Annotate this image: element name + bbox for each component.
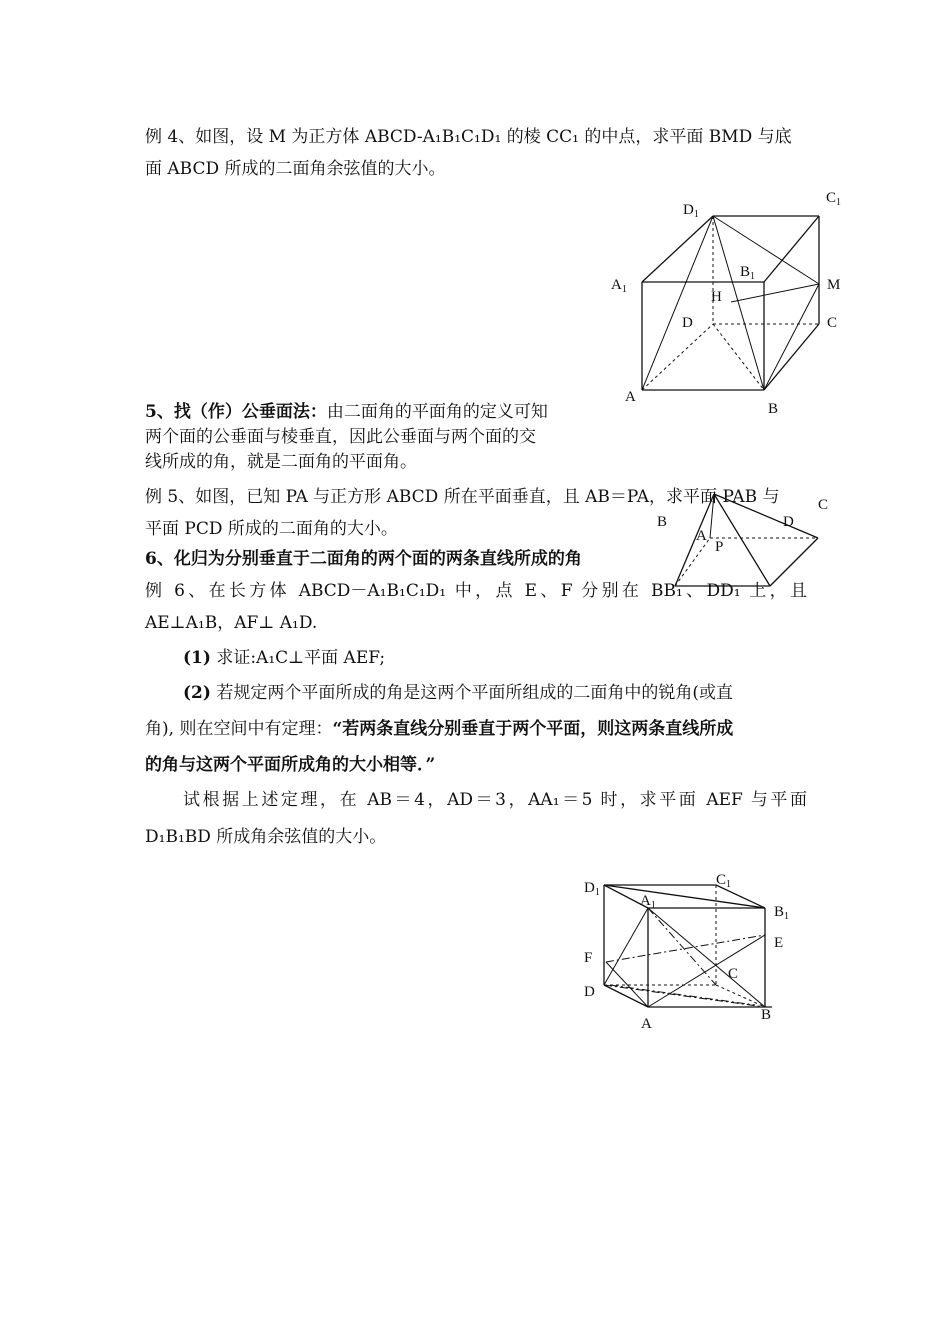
aux-line-3: [610, 985, 755, 1005]
figure3-cuboid: [584, 872, 789, 1032]
diag-a-d1: [642, 216, 713, 390]
figure2-pyramid: [657, 494, 828, 586]
part2-number: (2): [183, 683, 211, 703]
example6-part3-line2: D₁B₁BD 所成角余弦值的大小。: [145, 827, 387, 847]
example6-line1: 例 6、在长方体 ABCD－A₁B₁C₁D₁ 中，点 E、F 分别在 BB₁、DD₁ 上，且: [145, 581, 807, 601]
diag-a1-b-3: [648, 908, 765, 1007]
label-c: C: [827, 315, 838, 331]
label-b: B: [768, 401, 779, 417]
label-d-fig2: D: [783, 514, 794, 530]
edge-c-b-3: [716, 985, 765, 1007]
example5-line1: 例 5、如图，已知 PA 与正方形 ABCD 所在平面垂直，且 AB＝PA，求平面 PAB 与: [145, 487, 780, 507]
label-f-fig3: F: [584, 950, 593, 966]
label-p-fig2: P: [715, 539, 724, 555]
part1-text: 求证:A₁C⊥平面 AEF;: [210, 648, 386, 668]
label-a1: $A_1$: [611, 277, 627, 295]
label-c1: $C_1$: [826, 190, 842, 208]
edge-c1-b1: [764, 216, 819, 282]
label-c-fig3: C: [728, 966, 739, 982]
example4-line1: 例 4、如图，设 M 为正方体 ABCD-A₁B₁C₁D₁ 的棱 CC₁ 的中点，求平面 BMD 与底: [145, 127, 792, 147]
method5-title: 5、找（作）公垂面法：: [145, 402, 327, 422]
edge-c-p2: [714, 494, 818, 538]
method5-line2: 两个面的公垂面与棱垂直，因此公垂面与两个面的交: [145, 427, 536, 447]
label-b-fig2: B: [657, 514, 668, 530]
theorem-line2: 的角与这两个平面所成角的大小相等．”: [145, 755, 436, 775]
part1-number: (1): [183, 648, 211, 668]
figure1-cube: [611, 190, 841, 417]
segment-h-m: [731, 284, 819, 302]
label-b-fig3: B: [761, 1007, 772, 1023]
example5-line2: 平面 PCD 所成的二面角的大小。: [145, 519, 398, 539]
example6-part3-line1: 试根据上述定理，在 AB＝4，AD＝3，AA₁＝5 时，求平面 AEF 与平面: [183, 790, 807, 810]
diag-d-a1-3: [604, 908, 648, 985]
label-a1-fig3: $A_1$: [640, 893, 656, 911]
label-a-fig2: A: [696, 528, 707, 544]
method6-title: 6、化归为分别垂直于二面角的两个面的两条直线所成的角: [145, 549, 582, 569]
example4-line2: 面 ABCD 所成的二面角余弦值的大小。: [145, 159, 446, 179]
diag-d1-m: [713, 216, 819, 284]
label-c1-fig3: $C_1$: [716, 872, 732, 890]
diag-d-b: [713, 324, 764, 390]
label-m: M: [827, 277, 841, 293]
label-h: H: [711, 289, 722, 305]
method5-line1-rest: 由二面角的平面角的定义可知: [326, 402, 548, 422]
label-b1-fig3: $B_1$: [774, 904, 790, 922]
label-c-fig2: C: [818, 497, 829, 513]
part2-line2-plain: 角), 则在空间中有定理：: [145, 719, 333, 739]
edge-b-c: [764, 324, 819, 390]
label-e-fig3: E: [774, 935, 784, 951]
label-d-fig3: D: [584, 984, 595, 1000]
label-d: D: [682, 315, 693, 331]
label-b1: $B_1$: [740, 264, 756, 282]
example6-line2: AE⊥A₁B，AF⊥ A₁D.: [145, 613, 318, 633]
label-a-fig3: A: [641, 1016, 652, 1032]
edge-b-c2: [770, 538, 818, 586]
diag-d-b-3: [604, 985, 765, 1007]
label-a: A: [625, 389, 636, 405]
edge-a1-d1: [642, 216, 713, 282]
method5-line3: 线所成的角，就是二面角的平面角。: [145, 452, 417, 472]
diag-b-m: [764, 284, 819, 390]
diag-a1-c-3: [648, 908, 716, 985]
theorem-line1: “若两条直线分别垂直于两个平面，则这两条直线所成: [332, 719, 734, 739]
label-d1: $D_1$: [683, 202, 699, 220]
segment-a-e-3: [648, 935, 765, 1007]
edge-a-d: [642, 324, 713, 390]
part2-text: 若规定两个平面所成的角是这两个平面所组成的二面角中的锐角(或直: [210, 683, 733, 703]
label-d1-fig3: $D_1$: [584, 880, 600, 898]
